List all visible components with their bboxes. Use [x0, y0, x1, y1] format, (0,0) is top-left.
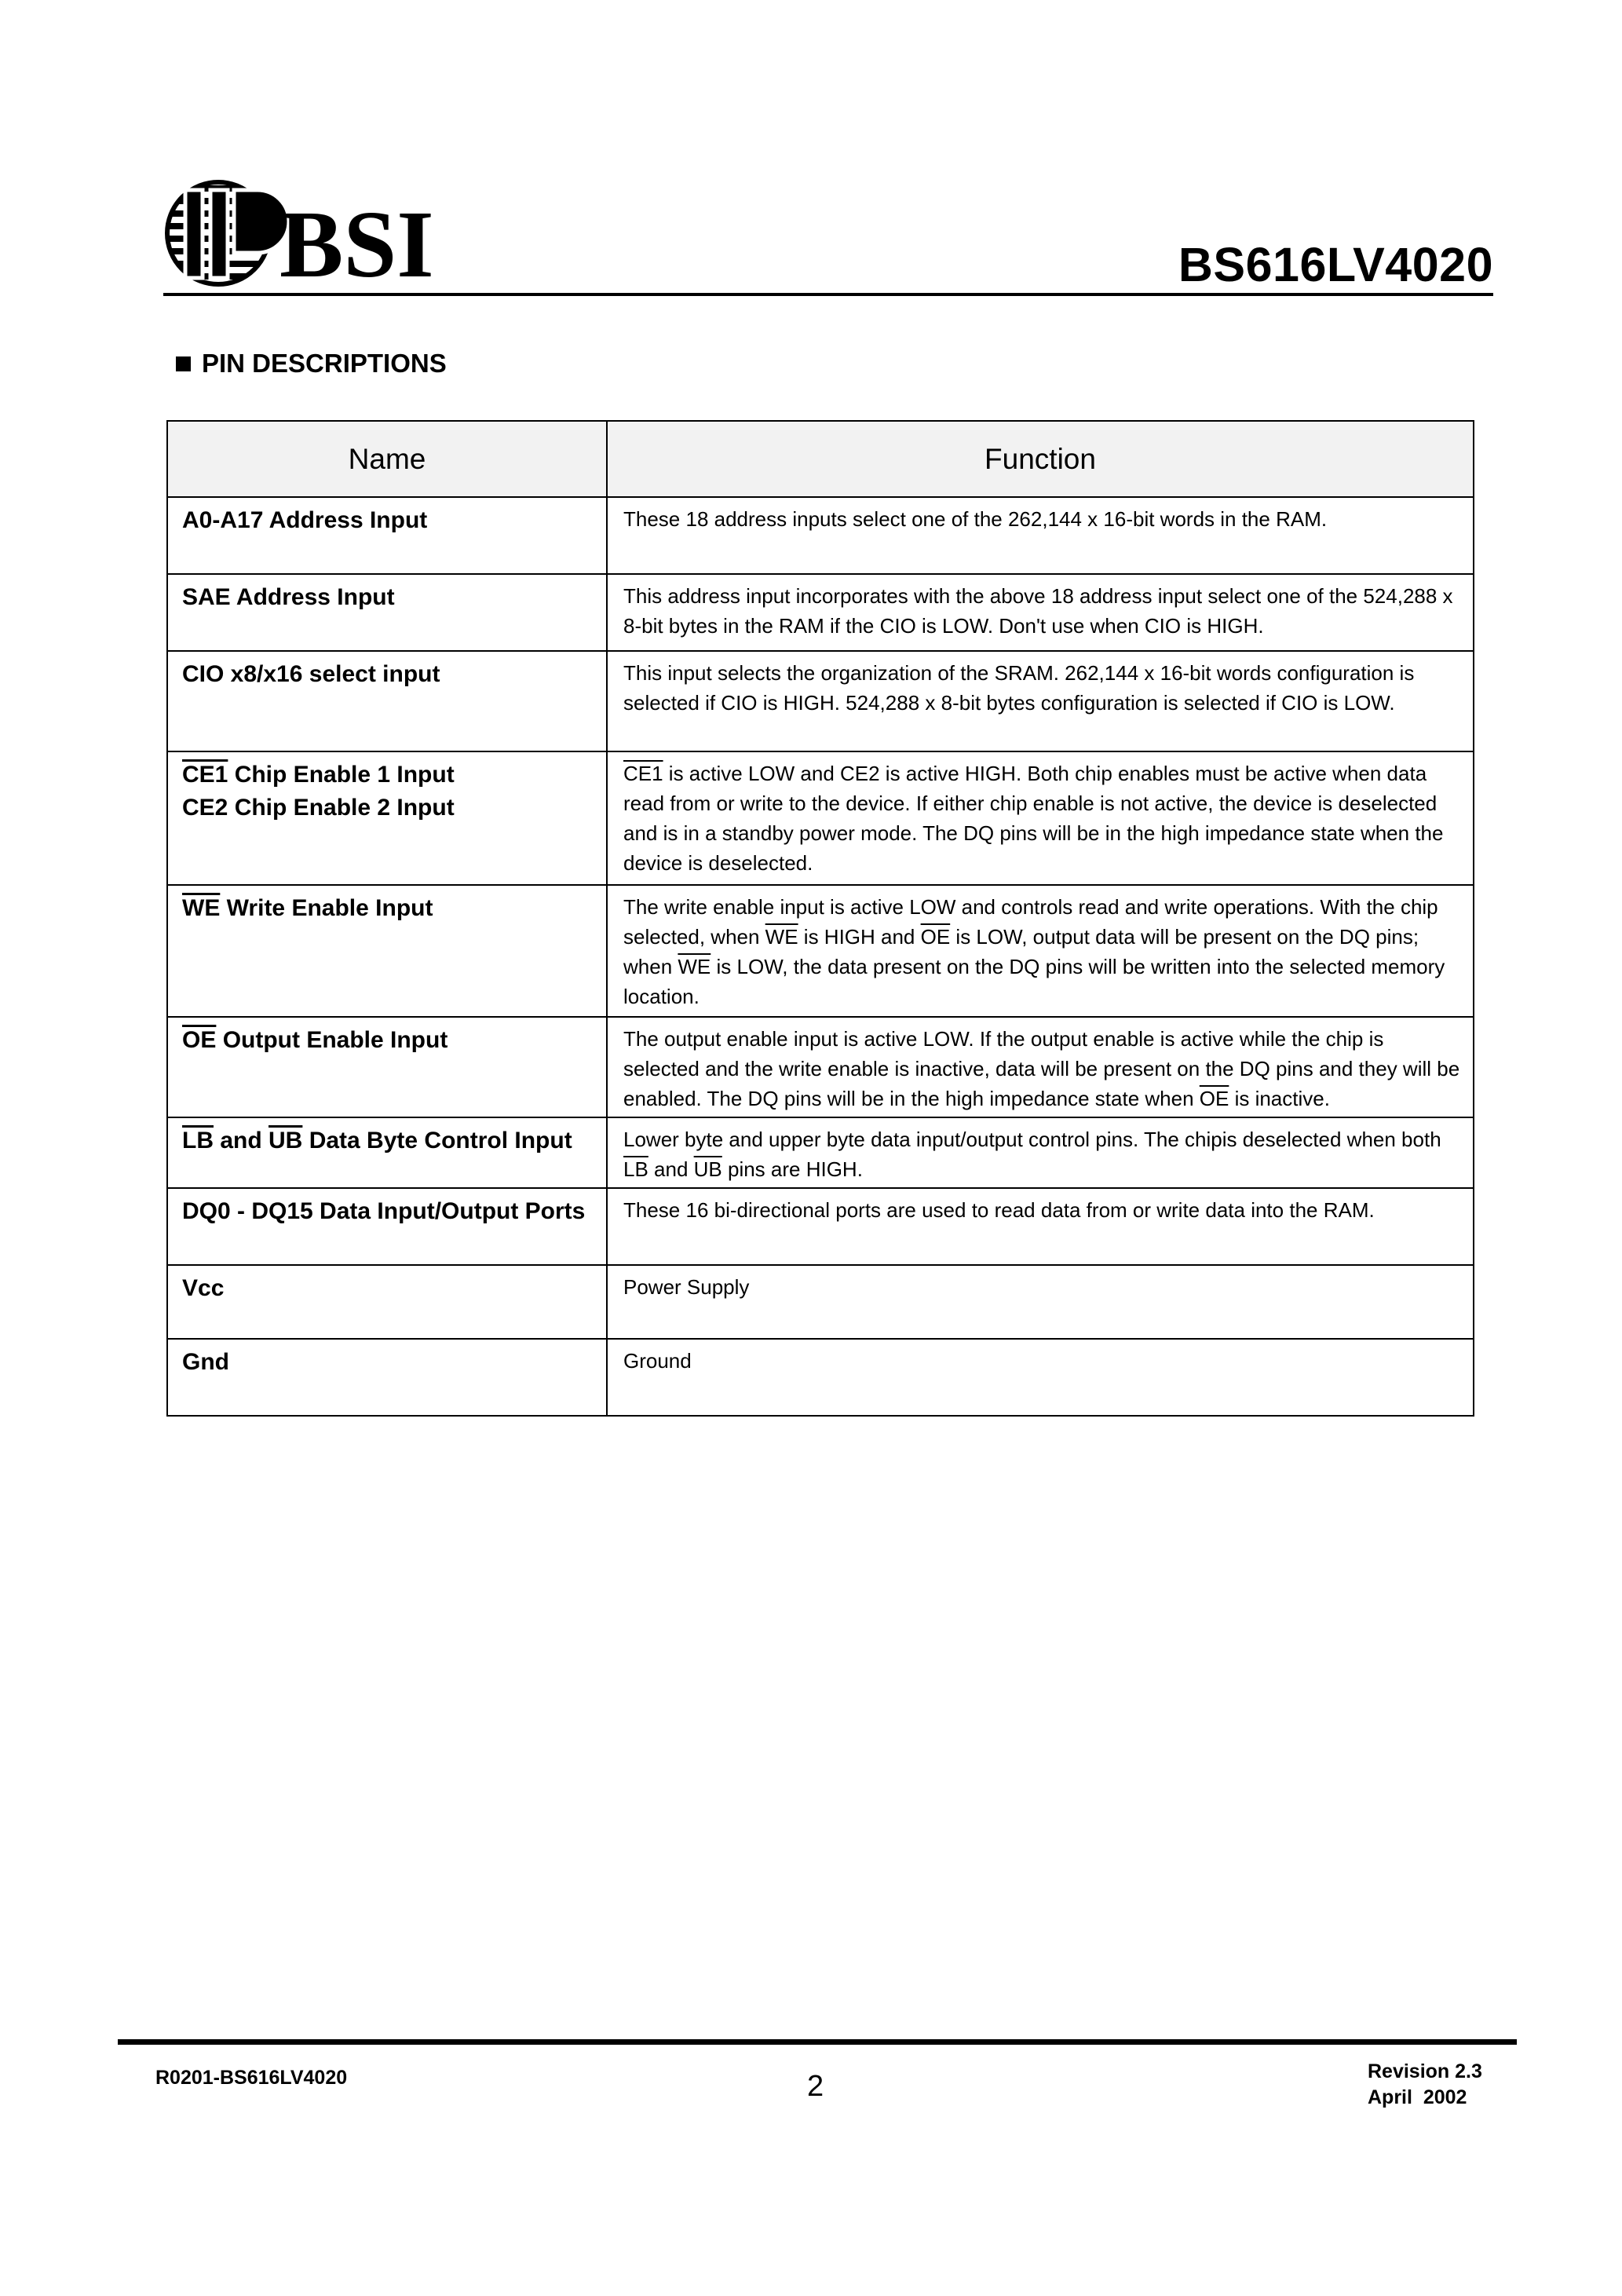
- cell-text: The output enable input is active LOW. If the output enable is active while the chip is selected and the write enable is inactive, data will be present on the DQ pins and they will be enabled. The DQ pins will be in the high impedance state when: [623, 1027, 1460, 1110]
- footer-document-code: R0201-BS616LV4020: [155, 2067, 348, 2089]
- active-low-signal: CE1: [623, 762, 663, 785]
- logo-text: BSI: [279, 192, 434, 292]
- pin-function-cell: [607, 497, 1474, 574]
- pin-name-cell: [167, 1265, 607, 1339]
- cell-text: These 16 bi-directional ports are used to read data from or write data into the RAM.: [623, 1198, 1375, 1222]
- active-low-signal: $\overline{WE}$: [765, 925, 798, 949]
- footer-divider: [118, 2039, 1517, 2045]
- pin-name-cell: [167, 1339, 607, 1416]
- pin-function-cell: [607, 651, 1474, 751]
- column-header-function: Function: [607, 421, 1474, 497]
- cell-text: Power Supply: [623, 1275, 750, 1299]
- active-low-signal: $\overline{WE}$: [678, 955, 711, 978]
- table-row: [167, 751, 1474, 885]
- active-low-signal: $\overline{LB}$: [623, 1157, 648, 1181]
- cell-text: is HIGH and: [798, 925, 921, 949]
- active-low-signal: $\overline{WE}$: [182, 895, 221, 921]
- cell-text: Ground: [623, 1349, 692, 1373]
- cell-text: is inactive.: [1229, 1087, 1330, 1110]
- pin-name-cell: [167, 751, 607, 885]
- cell-text: and: [214, 1128, 269, 1153]
- table-row: [167, 1188, 1474, 1265]
- active-low-signal: $\overline{UB}$: [269, 1128, 303, 1153]
- pin-function-cell: [607, 751, 1474, 885]
- cell-text: is LOW, the data present on the DQ pins will be written into the selected memory location.: [623, 955, 1445, 1008]
- cell-text: These 18 address inputs select one of the 262,144 x 16-bit words in the RAM.: [623, 507, 1328, 531]
- column-header-name: Name: [167, 421, 607, 497]
- cell-text: pins are HIGH.: [721, 1157, 863, 1181]
- active-low-signal: CE1: [182, 762, 228, 788]
- cell-text: SAE Address Input: [182, 584, 395, 610]
- pin-name-cell: [167, 651, 607, 751]
- table-row: [167, 651, 1474, 751]
- pin-function-cell: [607, 885, 1474, 1017]
- cell-text: This address input incorporates with the above 18 address input select one of the 524,288 x 8-bit bytes in the RAM if the CIO is LOW. Don't use when CIO is HIGH.: [623, 584, 1453, 638]
- square-bullet-icon: [176, 356, 191, 371]
- pin-function-cell: [607, 1017, 1474, 1117]
- table-row: [167, 1017, 1474, 1117]
- table-row: [167, 1339, 1474, 1416]
- section-heading-text: PIN DESCRIPTIONS: [202, 349, 447, 378]
- cell-text: The write enable input is active LOW and controls read and write operations. With the chip selected, when: [623, 895, 1438, 949]
- pin-function-cell: [607, 1188, 1474, 1265]
- cell-text: A0-A17 Address Input: [182, 507, 428, 533]
- section-heading: [176, 349, 447, 378]
- pin-function-cell: [607, 1265, 1474, 1339]
- cell-text: This input selects the organization of the SRAM. 262,144 x 16-bit words configuration is selected if CIO is HIGH. 524,288 x 8-bit bytes configuration is selected if CIO is LOW.: [623, 661, 1415, 715]
- table-row: [167, 885, 1474, 1017]
- active-low-signal: $\overline{OE}$: [1199, 1087, 1229, 1110]
- table-row: [167, 497, 1474, 574]
- revision-date: April 2002: [1368, 2086, 1467, 2108]
- pin-name-cell: [167, 885, 607, 1017]
- document-title: BS616LV4020: [1178, 238, 1493, 291]
- pin-name-cell: [167, 1117, 607, 1188]
- pin-function-cell: [607, 1117, 1474, 1188]
- pin-name-cell: [167, 574, 607, 651]
- cell-text: Data Byte Control Input: [302, 1128, 572, 1153]
- footer-revision-block: [1368, 2059, 1482, 2111]
- cell-text: is LOW, output data will be present on the DQ pins; when: [623, 925, 1419, 978]
- active-low-signal: $\overline{UB}$: [693, 1157, 722, 1181]
- cell-text: Chip Enable 1 Input: [228, 762, 455, 788]
- cell-text: Vcc: [182, 1275, 225, 1301]
- cell-text: CE2 Chip Enable 2 Input: [182, 795, 455, 821]
- header-divider: [163, 293, 1493, 296]
- cell-text: Write Enable Input: [220, 895, 433, 921]
- pin-name-cell: [167, 1017, 607, 1117]
- pin-description-table: [166, 420, 1474, 1417]
- table-header-row: [167, 421, 1474, 497]
- pin-function-cell: [607, 574, 1474, 651]
- bsi-logo: [163, 174, 462, 292]
- cell-text: Lower byte and upper byte data input/output control pins. The chipis deselected when both: [623, 1128, 1441, 1151]
- cell-text: Gnd: [182, 1349, 229, 1375]
- pin-name-cell: [167, 1188, 607, 1265]
- cell-text: and: [648, 1157, 694, 1181]
- active-low-signal: $\overline{LB}$: [182, 1128, 214, 1153]
- table-row: [167, 574, 1474, 651]
- active-low-signal: $\overline{OE}$: [920, 925, 951, 949]
- cell-text: is active LOW and CE2 is active HIGH. Both chip enables must be active when data read from or write to the device. If either chip enable is not active, the device is deselected and is in a standby power mode. The DQ pins will be in the high impedance state when the device is deselected.: [623, 762, 1444, 875]
- active-low-signal: $\overline{OE}$: [182, 1027, 217, 1053]
- cell-text: Output Enable Input: [216, 1027, 448, 1053]
- pin-name-cell: [167, 497, 607, 574]
- revision-label: Revision 2.3: [1368, 2060, 1482, 2082]
- cell-text: CIO x8/x16 select input: [182, 661, 440, 687]
- table-row: [167, 1265, 1474, 1339]
- table-row: [167, 1117, 1474, 1188]
- page-number: 2: [807, 2070, 824, 2103]
- cell-text: DQ0 - DQ15 Data Input/Output Ports: [182, 1198, 586, 1224]
- pin-function-cell: [607, 1339, 1474, 1416]
